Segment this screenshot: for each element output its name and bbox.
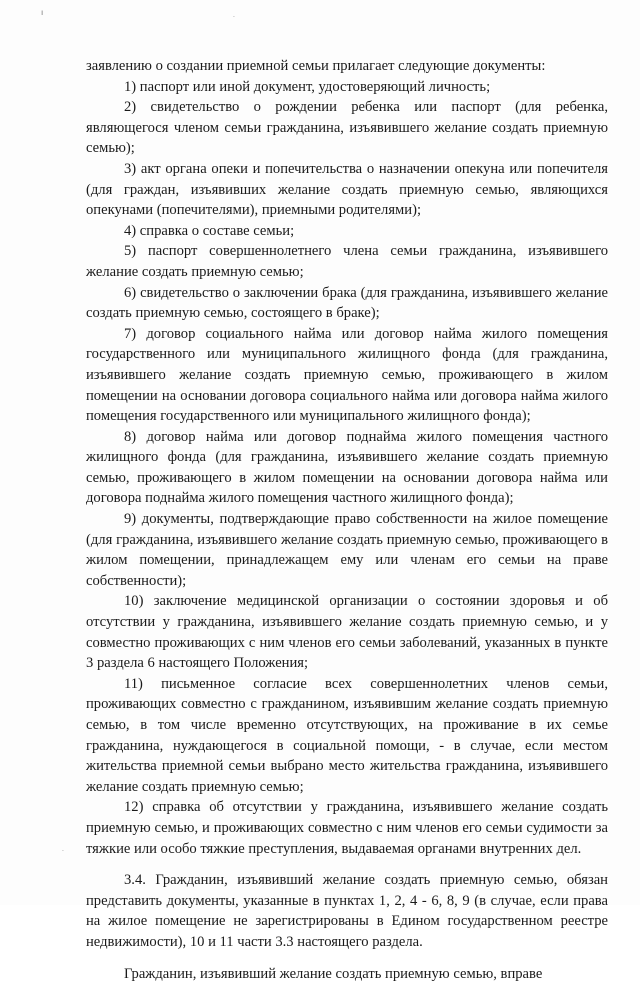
list-item-3: 3) акт органа опеки и попечительства о назначении опекуна или попечителя (для граждан, изъявивших желание создать приемную семью, являющихся опекунами (попечителями), приемными родителями); [86,160,608,219]
scan-speck: ı [41,8,44,17]
list-item-10: 10) заключение медицинской организации о состоянии здоровья и об отсутствии у гражданина, изъявившего желание создать приемную семью, и у совместно проживающих с ним членов его семьи заболеваний, указанных в пункте 3 раздела 6 настоящего Положения; [86,593,608,672]
list-item-7: 7) договор социального найма или договор найма жилого помещения государственного или муниципального жилищного фонда (для гражданина, изъявившего желание создать приемную семью, проживающего в жилом помещении на основании договора социального найма или договора найма жилого помещения государственного или муниципального жилищного фонда); [86,325,608,425]
closing-paragraph: Гражданин, изъявивший желание создать приемную семью, вправе [124,965,543,982]
list-item-5: 5) паспорт совершеннолетнего члена семьи гражданина, изъявившего желание создать приемную семью; [86,243,608,280]
list-item-11: 11) письменное согласие всех совершеннолетних членов семьи, проживающих совместно с гражданином, изъявившим желание создать приемную семью, в том числе временно отсутствующих, на проживание в их семье гражданина, нуждающегося в социальной помощи, - в случае, если местом жительства приемной семьи выбрано место жительства гражданина, изъявившего желание создать приемную семью; [86,675,608,795]
scan-speck: · [233,14,235,21]
scan-speck: · [62,848,64,855]
document-body [86,56,608,984]
list-item-8: 8) договор найма или договор поднайма жилого помещения частного жилищного фонда (для гражданина, изъявившего желание создать приемную семью, проживающего в жилом помещении на основании договора найма или договора поднайма жилого помещения частного жилищного фонда); [86,428,608,507]
list-item-9: 9) документы, подтверждающие право собственности на жилое помещение (для гражданина, изъявившего желание создать приемную семью, проживающего в жилом помещении, принадлежащем ему или членам его семьи на праве собственности); [86,511,608,589]
list-item-12: 12) справка об отсутствии у гражданина, изъявившего желание создать приемную семью, и проживающих совместно с ним членов его семьи судимости за тяжкие или особо тяжкие преступления, выдаваемая органами внутренних дел. [86,799,608,857]
section-3-4-paragraph: 3.4. Гражданин, изъявивший желание создать приемную семью, обязан представить документы, указанные в пунктах 1, 2, 4 - 6, 8, 9 (в случае, если права на жилое помещение не зарегистрированы в Едином государственном реестре недвижимости), 10 и 11 части 3.3 настоящего раздела. [86,872,608,950]
list-item-6: 6) свидетельство о заключении брака (для гражданина, изъявившего желание создать приемную семью, состоящего в браке); [86,284,608,322]
list-item-4: 4) справка о составе семьи; [124,222,295,239]
list-item-2: 2) свидетельство о рождении ребенка или паспорт (для ребенка, являющегося членом семьи гражданина, изъявившего желание создать приемную семью); [86,99,608,157]
list-item-1: 1) паспорт или иной документ, удостоверяющий личность; [124,78,491,95]
intro-line: заявлению о создании приемной семьи прилагает следующие документы: [86,58,546,74]
